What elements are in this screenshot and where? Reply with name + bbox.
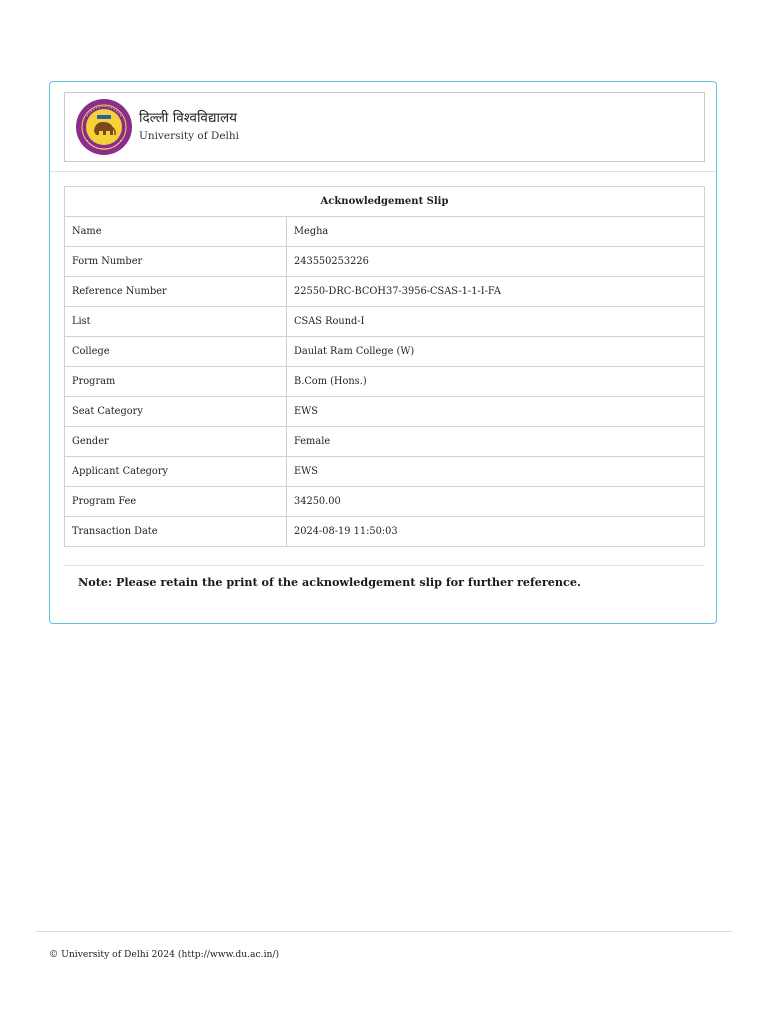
row-label: College — [65, 337, 287, 367]
university-seal-icon — [75, 98, 133, 156]
table-row — [65, 277, 705, 307]
row-label: Applicant Category — [65, 457, 287, 487]
table-row — [65, 367, 705, 397]
row-value: CSAS Round-I — [287, 307, 705, 337]
row-value: Female — [287, 427, 705, 457]
row-label: Program Fee — [65, 487, 287, 517]
row-label: Gender — [65, 427, 287, 457]
row-label: Seat Category — [65, 397, 287, 427]
row-value: 34250.00 — [287, 487, 705, 517]
row-label: Transaction Date — [65, 517, 287, 547]
row-label: Form Number — [65, 247, 287, 277]
note-divider — [64, 565, 705, 566]
row-value: 2024-08-19 11:50:03 — [287, 517, 705, 547]
slip-title: Acknowledgement Slip — [65, 187, 705, 217]
acknowledgement-table — [64, 186, 705, 547]
table-row — [65, 427, 705, 457]
table-row — [65, 337, 705, 367]
table-row — [65, 247, 705, 277]
row-value: 22550-DRC-BCOH37-3956-CSAS-1-1-I-FA — [287, 277, 705, 307]
row-value: EWS — [287, 397, 705, 427]
row-label: List — [65, 307, 287, 337]
header — [64, 92, 705, 162]
table-row — [65, 307, 705, 337]
table-row — [65, 217, 705, 247]
retention-note: Note: Please retain the print of the acknowledgement slip for further reference. — [78, 575, 581, 589]
row-value: Megha — [287, 217, 705, 247]
footer-copyright: © University of Delhi 2024 (http://www.du.ac.in/) — [49, 949, 280, 960]
row-value: Daulat Ram College (W) — [287, 337, 705, 367]
row-value: EWS — [287, 457, 705, 487]
table-row — [65, 487, 705, 517]
row-value: B.Com (Hons.) — [287, 367, 705, 397]
row-label: Program — [65, 367, 287, 397]
university-name-english: University of Delhi — [139, 130, 240, 142]
table-row — [65, 517, 705, 547]
row-label: Reference Number — [65, 277, 287, 307]
row-label: Name — [65, 217, 287, 247]
table-row — [65, 457, 705, 487]
row-value: 243550253226 — [287, 247, 705, 277]
header-divider — [50, 171, 716, 172]
university-name-hindi: दिल्ली विश्वविद्यालय — [139, 110, 237, 126]
footer-divider — [36, 931, 732, 932]
table-row — [65, 397, 705, 427]
acknowledgement-card — [49, 81, 717, 624]
